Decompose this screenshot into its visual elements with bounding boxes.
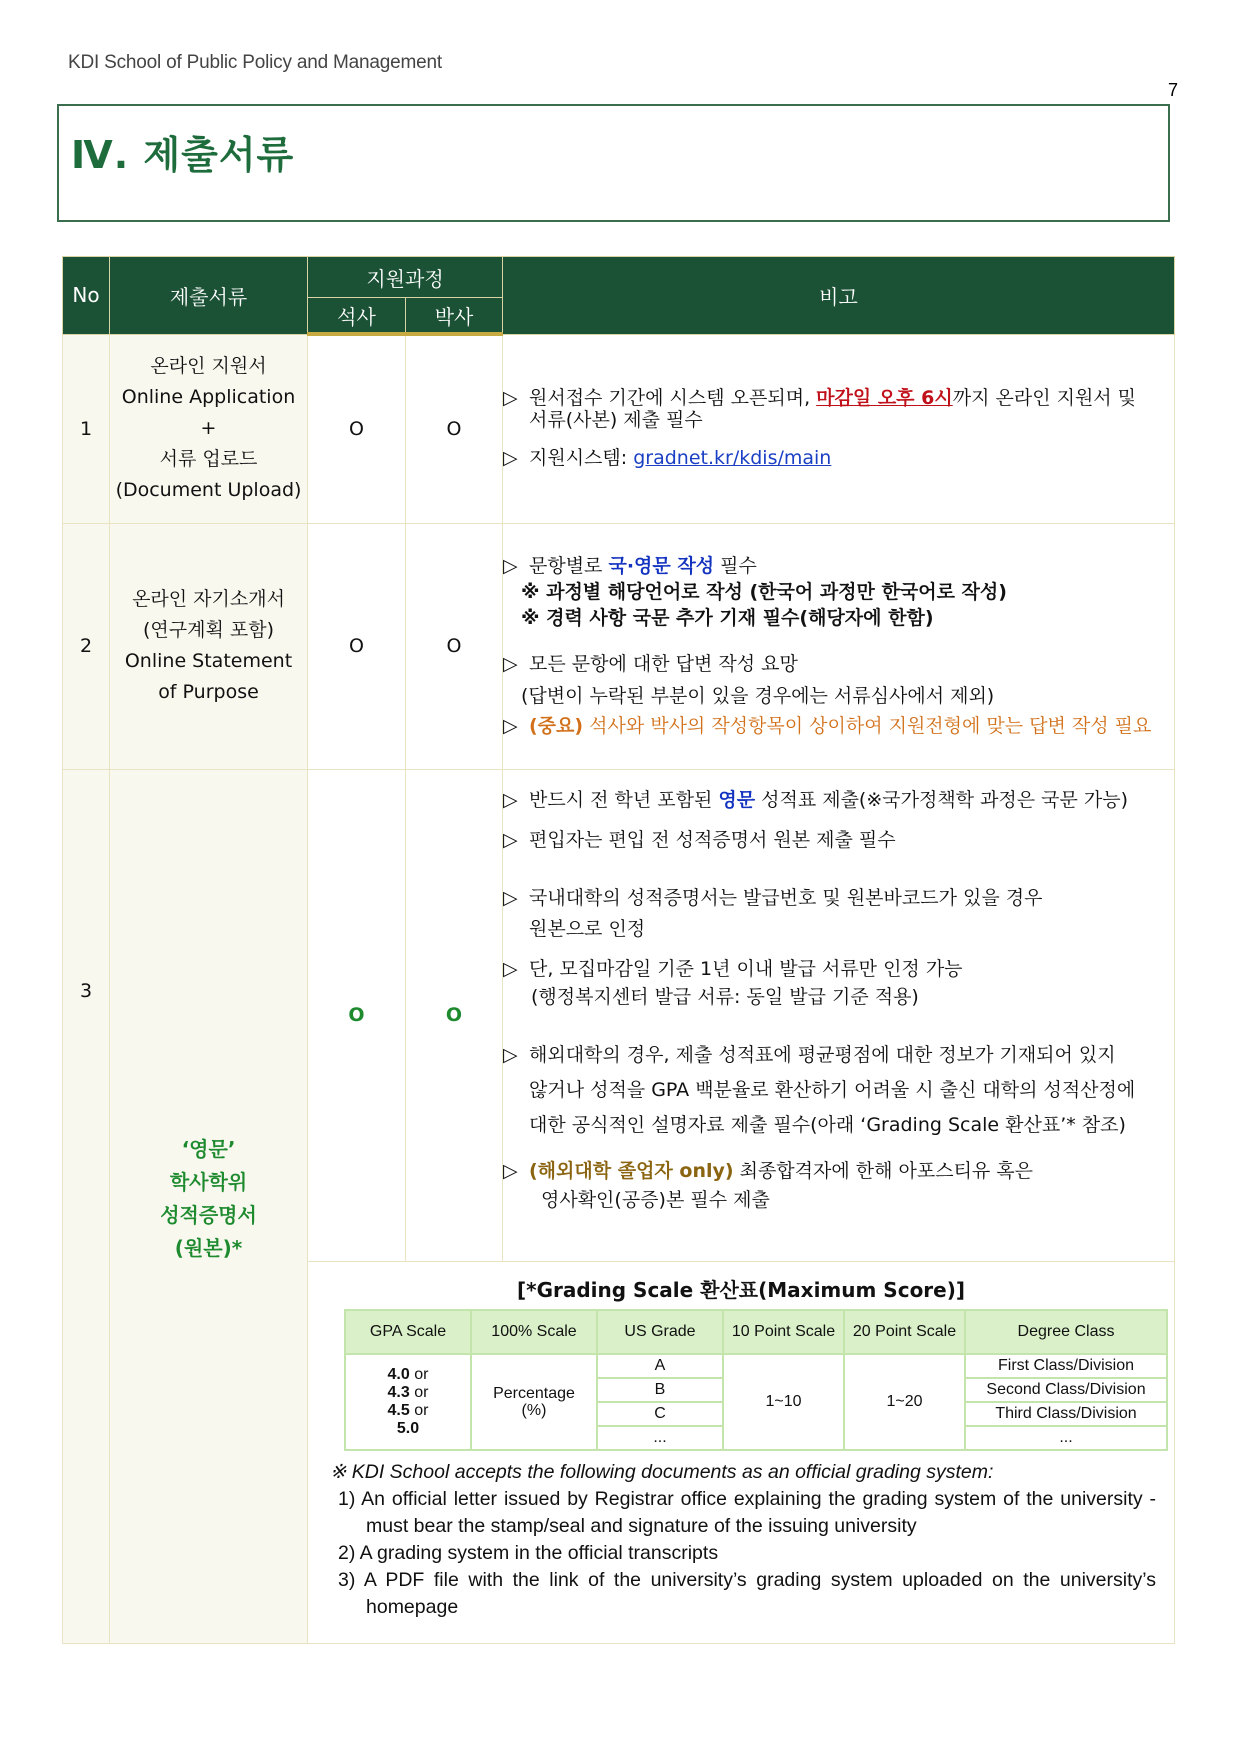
note-text: 단, 모집마감일 기준 1년 이내 발급 서류만 인정 가능 bbox=[529, 957, 963, 980]
grade-header: 10 Point Scale bbox=[723, 1310, 844, 1354]
masters-required: O bbox=[308, 523, 406, 769]
phd-required: O bbox=[406, 769, 503, 1261]
note-text: 모든 문항에 대한 답변 작성 요망 bbox=[529, 653, 798, 675]
header-masters: 석사 bbox=[308, 298, 406, 335]
percentage-scale: Percentage (%) bbox=[471, 1354, 597, 1450]
grading-scale-title: [*Grading Scale 환산표(Maximum Score)] bbox=[516, 1277, 966, 1302]
grading-policy bbox=[330, 1459, 1156, 1621]
header-documents: 제출서류 bbox=[110, 257, 308, 335]
doc-line: ‘영문’ bbox=[181, 1136, 236, 1161]
arrow-icon: ▷ bbox=[503, 828, 518, 851]
note-text: 대한 공식적인 설명자료 제출 필수(아래 ‘Grading Scale 환산표’* 참조) bbox=[529, 1113, 1126, 1136]
ten-point-range: 1~10 bbox=[723, 1354, 844, 1450]
policy-heading: ※ KDI School accepts the following documents as an official grading system: bbox=[330, 1460, 994, 1483]
arrow-icon: ▷ bbox=[503, 957, 518, 980]
organization-name: KDI School of Public Policy and Management bbox=[68, 52, 442, 73]
degree-class: ... bbox=[965, 1426, 1167, 1450]
doc-line: 온라인 지원서 bbox=[150, 355, 267, 377]
language-highlight: 국·영문 작성 bbox=[608, 555, 715, 577]
remarks-cell bbox=[503, 334, 1175, 523]
doc-line: 학사학위 bbox=[169, 1169, 248, 1194]
remarks-cell bbox=[503, 523, 1175, 769]
degree-class: Third Class/Division bbox=[965, 1402, 1167, 1426]
doc-line: (Document Upload) bbox=[115, 479, 302, 501]
doc-line: (원본)* bbox=[174, 1235, 243, 1260]
note-text: 영사확인(공증)본 필수 제출 bbox=[541, 1188, 770, 1211]
note-text: 지원시스템: bbox=[529, 446, 634, 469]
note-text: 국내대학의 성적증명서는 발급번호 및 원본바코드가 있을 경우 bbox=[529, 886, 1043, 909]
arrow-icon: ▷ bbox=[503, 788, 518, 811]
policy-item: 3) A PDF file with the link of the university’s grading system uploaded on the university’s homepage bbox=[338, 1568, 1156, 1618]
masters-required: O bbox=[308, 769, 406, 1261]
note-text: 않거나 성적을 GPA 백분율로 환산하기 어려울 시 출신 대학의 성적산정에 bbox=[529, 1078, 1136, 1101]
us-grade: ... bbox=[597, 1426, 723, 1450]
doc-line: (연구계획 포함) bbox=[143, 619, 274, 641]
policy-item: 2) A grading system in the official transcripts bbox=[338, 1541, 719, 1564]
grade-header: 20 Point Scale bbox=[844, 1310, 965, 1354]
note-text: 해외대학의 경우, 제출 성적표에 평균평점에 대한 정보가 기재되어 있지 bbox=[529, 1043, 1116, 1066]
document-name bbox=[110, 523, 308, 769]
english-highlight: 영문 bbox=[718, 788, 756, 811]
row-number: 2 bbox=[63, 523, 110, 769]
note-text: 최종합격자에 한해 아포스티유 혹은 bbox=[733, 1159, 1034, 1182]
note-subtext: ※ 경력 사항 국문 추가 기재 필수(해당자에 한함) bbox=[521, 607, 934, 629]
note-text: 원본으로 인정 bbox=[529, 917, 646, 940]
arrow-icon: ▷ bbox=[503, 1159, 518, 1182]
note-text: 석사와 박사의 작성항목이 상이하여 지원전형에 맞는 답변 작성 필요 bbox=[583, 715, 1152, 737]
page-title: Ⅳ. 제출서류 bbox=[71, 133, 295, 177]
note-subtext: ※ 과정별 해당언어로 작성 (한국어 과정만 한국어로 작성) bbox=[521, 581, 1007, 603]
note-text: 서류(사본) 제출 필수 bbox=[529, 408, 703, 431]
document-name bbox=[110, 334, 308, 523]
header-remarks: 비고 bbox=[503, 257, 1175, 335]
note-text: 까지 온라인 지원서 및 bbox=[952, 386, 1137, 409]
grade-header: GPA Scale bbox=[345, 1310, 471, 1354]
doc-line: 성적증명서 bbox=[160, 1202, 257, 1227]
note-subtext: (답변이 누락된 부분이 있을 경우에는 서류심사에서 제외) bbox=[521, 685, 995, 707]
documents-table bbox=[62, 256, 1175, 1644]
note-text: 문항별로 bbox=[529, 555, 609, 577]
important-label: (중요) bbox=[529, 715, 584, 737]
degree-class: Second Class/Division bbox=[965, 1378, 1167, 1402]
note-text: 성적표 제출(※국가정책학 과정은 국문 가능) bbox=[755, 788, 1129, 811]
policy-item: 1) An official letter issued by Registrar office explaining the grading system of the university - must bear the stamp/seal and signature of the issuing university bbox=[338, 1487, 1156, 1537]
arrow-icon: ▷ bbox=[503, 886, 518, 909]
overseas-label: (해외대학 졸업자 only) bbox=[529, 1159, 734, 1182]
arrow-icon: ▷ bbox=[503, 1043, 518, 1066]
application-system-link[interactable]: gradnet.kr/kdis/main bbox=[633, 446, 832, 469]
deadline-highlight: 마감일 오후 6시 bbox=[816, 386, 953, 409]
table-row bbox=[63, 334, 1175, 523]
gpa-values: 4.0 or 4.3 or 4.5 or 5.0 bbox=[345, 1354, 471, 1450]
note-text: 반드시 전 학년 포함된 bbox=[529, 788, 719, 811]
us-grade: B bbox=[597, 1378, 723, 1402]
us-grade: C bbox=[597, 1402, 723, 1426]
row-number: 1 bbox=[63, 334, 110, 523]
table-row bbox=[63, 769, 1175, 1261]
header-program: 지원과정 bbox=[308, 257, 503, 298]
doc-line: Online Application bbox=[121, 386, 296, 408]
doc-line: 온라인 자기소개서 bbox=[132, 588, 285, 610]
phd-required: O bbox=[406, 523, 503, 769]
arrow-icon: ▷ bbox=[503, 555, 518, 577]
doc-line: Online Statement bbox=[124, 650, 293, 672]
doc-line: 서류 업로드 bbox=[159, 448, 258, 470]
grade-header: US Grade bbox=[597, 1310, 723, 1354]
note-text: 필수 bbox=[714, 555, 757, 577]
note-text: 편입자는 편입 전 성적증명서 원본 제출 필수 bbox=[529, 828, 896, 851]
page-number: 7 bbox=[1168, 80, 1179, 100]
table-row bbox=[63, 523, 1175, 769]
degree-class: First Class/Division bbox=[965, 1354, 1167, 1378]
document-name bbox=[110, 769, 308, 1643]
row-number: 3 bbox=[63, 769, 110, 1643]
arrow-icon: ▷ bbox=[503, 653, 518, 675]
arrow-icon: ▷ bbox=[503, 446, 518, 469]
note-text: (행정복지센터 발급 서류: 동일 발급 기준 적용) bbox=[531, 985, 919, 1008]
twenty-point-range: 1~20 bbox=[844, 1354, 965, 1450]
masters-required: O bbox=[308, 334, 406, 523]
header-phd: 박사 bbox=[406, 298, 503, 335]
note-text: 원서접수 기간에 시스템 오픈되며, bbox=[529, 386, 817, 409]
grading-cell bbox=[308, 1261, 1175, 1643]
us-grade: A bbox=[597, 1354, 723, 1378]
doc-line: of Purpose bbox=[158, 681, 259, 703]
doc-line: + bbox=[200, 417, 217, 439]
grade-header: Degree Class bbox=[965, 1310, 1167, 1354]
arrow-icon: ▷ bbox=[503, 715, 518, 737]
arrow-icon: ▷ bbox=[503, 386, 518, 409]
grading-scale-table bbox=[344, 1309, 1168, 1451]
phd-required: O bbox=[406, 334, 503, 523]
section-title-box bbox=[57, 104, 1170, 222]
remarks-cell bbox=[503, 769, 1175, 1261]
grade-header: 100% Scale bbox=[471, 1310, 597, 1354]
header-no: No bbox=[63, 257, 110, 335]
